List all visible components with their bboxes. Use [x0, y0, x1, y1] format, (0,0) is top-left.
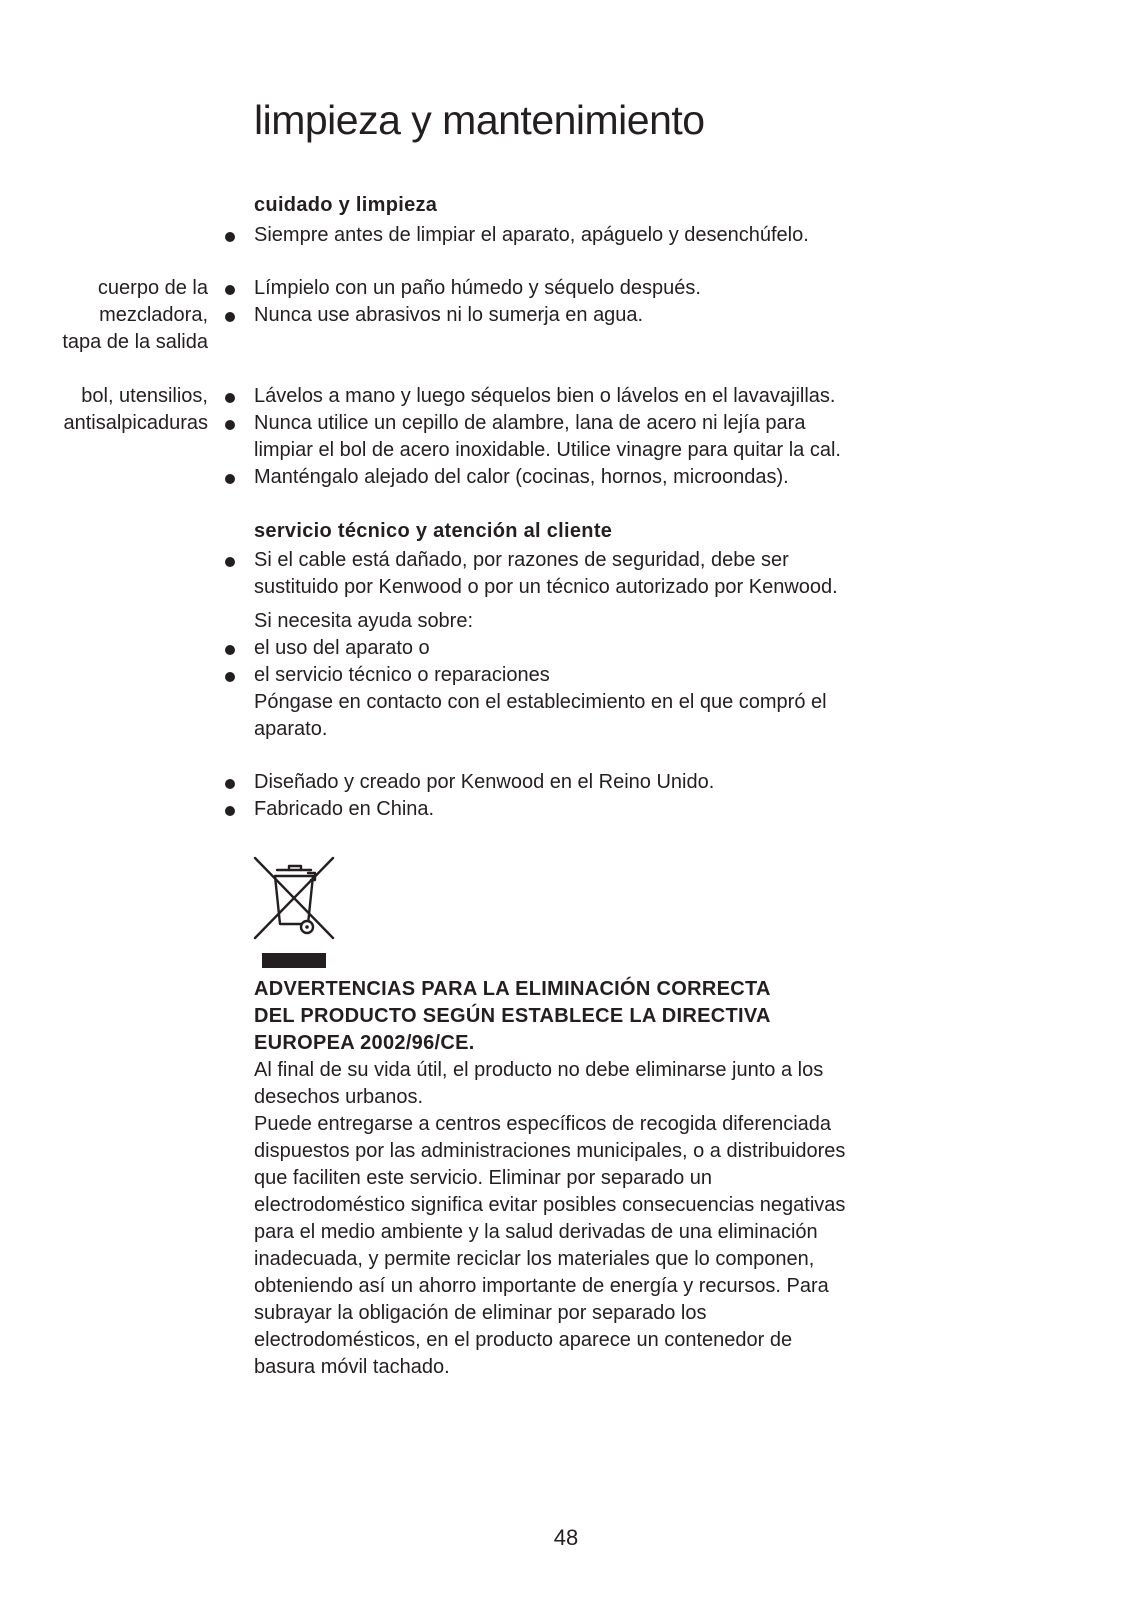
bowl-item-continued: limpiar el bol de acero inoxidable. Utilice vinagre para quitar la cal.	[254, 439, 841, 461]
origin-text: Diseñado y creado por Kenwood en el Reino Unido.	[254, 771, 715, 793]
bullet	[225, 779, 235, 789]
bowl-label-line: bol, utensilios,	[81, 385, 208, 407]
crossed-out-wheelie-bin-icon	[253, 856, 335, 940]
bowl-item: Manténgalo alejado del calor (cocinas, hornos, microondas).	[254, 466, 789, 488]
disposal-text: para el medio ambiente y la salud derivadas de una eliminación	[254, 1221, 818, 1243]
disposal-text: dispuestos por las administraciones municipales, o a distribuidores	[254, 1140, 846, 1162]
care-general: Siempre antes de limpiar el aparato, apáguelo y desenchúfelo.	[254, 224, 809, 246]
origin-text: Fabricado en China.	[254, 798, 435, 820]
disposal-text: obteniendo así un ahorro importante de energía y recursos. Para	[254, 1275, 829, 1297]
disposal-text: Al final de su vida útil, el producto no debe eliminarse junto a los	[254, 1059, 824, 1081]
help-item: el servicio técnico o reparaciones	[254, 664, 550, 686]
bullet	[225, 420, 235, 430]
cable-text: sustituido por Kenwood o por un técnico autorizado por Kenwood.	[254, 576, 838, 598]
disposal-text: que faciliten este servicio. Eliminar por separado un	[254, 1167, 713, 1189]
service-heading: servicio técnico y atención al cliente	[254, 520, 613, 542]
bullet	[225, 672, 235, 682]
cable-text: Si el cable está dañado, por razones de seguridad, debe ser	[254, 549, 789, 571]
bullet	[225, 645, 235, 655]
disposal-text: Puede entregarse a centros específicos de recogida diferenciada	[254, 1113, 832, 1135]
contact-text: aparato.	[254, 718, 328, 740]
disposal-heading: EUROPEA 2002/96/CE.	[254, 1032, 475, 1054]
bullet	[225, 557, 235, 567]
disposal-text: subrayar la obligación de eliminar por separado los	[254, 1302, 707, 1324]
disposal-heading: DEL PRODUCTO SEGÚN ESTABLECE LA DIRECTIVA	[254, 1005, 771, 1027]
bullet	[225, 474, 235, 484]
bowl-item: Nunca utilice un cepillo de alambre, lana de acero ni lejía para	[254, 412, 806, 434]
bowl-item: Lávelos a mano y luego séquelos bien o lávelos en el lavavajillas.	[254, 385, 836, 407]
body-label-line: mezcladora,	[99, 304, 208, 326]
bullet	[225, 312, 235, 322]
help-intro: Si necesita ayuda sobre:	[254, 610, 474, 632]
bullet	[225, 285, 235, 295]
bullet	[225, 806, 235, 816]
body-label-line: tapa de la salida	[62, 331, 208, 353]
weee-marking-bar	[262, 953, 326, 968]
care-heading: cuidado y limpieza	[254, 194, 438, 216]
contact-text: Póngase en contacto con el establecimiento en el que compró el	[254, 691, 827, 713]
body-item: Nunca use abrasivos ni lo sumerja en agua.	[254, 304, 644, 326]
body-label-line: cuerpo de la	[97, 277, 208, 299]
bullet	[225, 393, 235, 403]
disposal-text: electrodoméstico significa evitar posibles consecuencias negativas	[254, 1194, 846, 1216]
disposal-text: inadecuada, y permite reciclar los materiales que lo componen,	[254, 1248, 815, 1270]
disposal-text: electrodomésticos, en el producto aparece un contenedor de	[254, 1329, 793, 1351]
page-number: 48	[553, 1525, 579, 1550]
body-item: Límpielo con un paño húmedo y séquelo después.	[254, 277, 701, 299]
bowl-label-line: antisalpicaduras	[63, 412, 208, 434]
disposal-text: basura móvil tachado.	[254, 1356, 450, 1378]
help-item: el uso del aparato o	[254, 637, 430, 659]
disposal-text: desechos urbanos.	[254, 1086, 424, 1108]
disposal-heading: ADVERTENCIAS PARA LA ELIMINACIÓN CORRECTA	[254, 978, 771, 1000]
bullet	[225, 232, 235, 242]
page-title: limpieza y mantenimiento	[254, 97, 705, 143]
